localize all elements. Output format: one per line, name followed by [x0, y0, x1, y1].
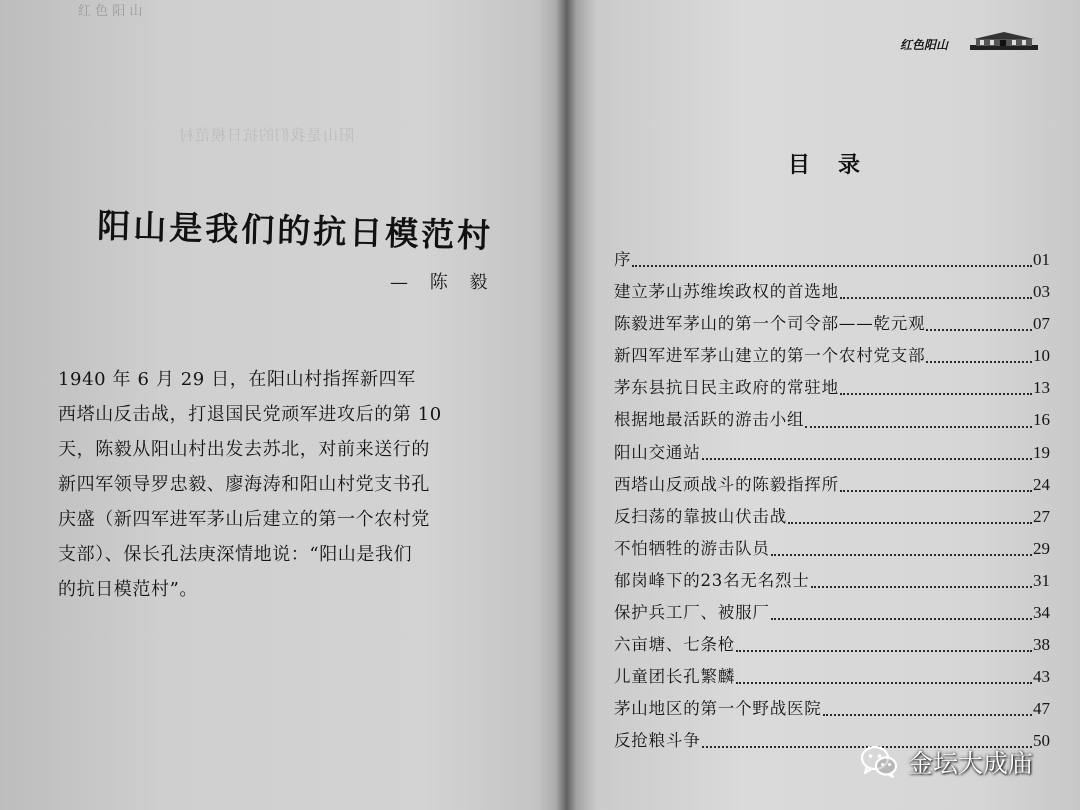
- building-illustration-icon: [970, 30, 1038, 50]
- toc-entry-page: 19: [1033, 442, 1050, 462]
- toc-entry: [614, 310, 1050, 342]
- toc-entry-label: 保护兵工厂、被服厂: [614, 603, 770, 623]
- toc-entry-label: 茅山地区的第一个野战医院: [614, 699, 822, 719]
- toc-title: 目录: [788, 152, 889, 178]
- bleed-through-text: 阳山是我们的抗日模范村: [178, 126, 355, 144]
- body-line: 的抗日模范村”。: [58, 579, 199, 600]
- toc-leader-dots: [823, 714, 1032, 716]
- toc-entry: [614, 246, 1050, 278]
- toc-entry-label: 反扫荡的靠披山伏击战: [614, 506, 787, 526]
- toc-leader-dots: [771, 554, 1032, 556]
- toc-leader-dots: [811, 586, 1032, 588]
- toc-entry: [614, 471, 1050, 503]
- toc-entry-label: 不怕牺牲的游击队员: [614, 538, 770, 558]
- toc-entry-page: 27: [1033, 506, 1050, 526]
- body-line: 新四军领导罗忠毅、廖海涛和阳山村党支书孔: [58, 474, 430, 495]
- toc-entry-page: 29: [1033, 538, 1050, 558]
- left-running-head: 红 色 阳 山: [78, 4, 143, 19]
- toc-leader-dots: [632, 265, 1032, 267]
- toc-entry-page: 31: [1033, 570, 1050, 590]
- toc-entry-label: 根据地最活跃的游击小组: [614, 410, 805, 430]
- toc-entry-page: 13: [1033, 378, 1050, 398]
- article-author: — 陈 毅: [390, 272, 496, 293]
- body-line: 天，陈毅从阳山村出发去苏北，对前来送行的: [58, 439, 430, 460]
- toc-entry-page: 10: [1033, 346, 1050, 366]
- toc-entry: [614, 695, 1050, 727]
- table-of-contents: [614, 246, 1050, 760]
- toc-entry: [614, 599, 1050, 631]
- toc-entry: [614, 631, 1050, 663]
- article-title: 阳山是我们的抗日模范村: [96, 205, 494, 256]
- toc-leader-dots: [926, 329, 1032, 331]
- toc-entry-label: 陈毅进军茅山的第一个司令部——乾元观: [614, 314, 926, 334]
- toc-entry: [614, 535, 1050, 567]
- toc-entry-label: 儿童团长孔繁麟: [614, 667, 736, 687]
- toc-entry: [614, 503, 1050, 535]
- toc-entry-page: 47: [1033, 699, 1050, 719]
- toc-entry: [614, 342, 1050, 374]
- toc-entry-page: 50: [1033, 731, 1050, 751]
- toc-entry-page: 07: [1033, 314, 1050, 334]
- toc-entry: [614, 406, 1050, 438]
- toc-entry: [614, 663, 1050, 695]
- toc-entry-label: 六亩塘、七条枪: [614, 635, 736, 655]
- toc-entry-label: 反抢粮斗争: [614, 731, 701, 751]
- toc-entry: [614, 374, 1050, 406]
- toc-leader-dots: [771, 618, 1032, 620]
- wechat-icon: [860, 745, 898, 779]
- body-line: 庆盛（新四军进军茅山后建立的第一个农村党: [58, 509, 430, 530]
- toc-leader-dots: [805, 426, 1032, 428]
- toc-entry-page: 01: [1033, 250, 1050, 269]
- toc-entry-page: 34: [1033, 603, 1050, 623]
- toc-entry-label: 西塔山反顽战斗的陈毅指挥所: [614, 474, 839, 494]
- right-running-head: 红色阳山: [900, 38, 949, 52]
- toc-entry: [614, 439, 1050, 471]
- toc-entry-page: 43: [1033, 667, 1050, 687]
- toc-leader-dots: [840, 490, 1032, 492]
- body-line: 西塔山反击战，打退国民党顽军进攻后的第 10: [58, 404, 442, 425]
- toc-entry: [614, 567, 1050, 599]
- body-line: 支部）、保长孔法庚深情地说：“阳山是我们: [58, 544, 413, 565]
- toc-entry-label: 序: [614, 250, 632, 269]
- toc-leader-dots: [736, 682, 1032, 684]
- toc-entry-page: 03: [1033, 282, 1050, 302]
- toc-leader-dots: [840, 393, 1032, 395]
- toc-leader-dots: [926, 361, 1032, 363]
- body-line: 1940 年 6 月 29 日，在阳山村指挥新四军: [58, 369, 416, 390]
- toc-entry-label: 阳山交通站: [614, 442, 701, 462]
- toc-leader-dots: [788, 522, 1032, 524]
- toc-leader-dots: [736, 650, 1032, 652]
- toc-entry-label: 郁岗峰下的23名无名烈士: [614, 570, 810, 590]
- wechat-watermark: [860, 740, 1033, 784]
- book-gutter: [556, 0, 576, 810]
- watermark-text: 金坛大成庙: [908, 749, 1034, 778]
- toc-entry-label: 茅东县抗日民主政府的常驻地: [614, 378, 839, 398]
- toc-entry-page: 16: [1033, 410, 1050, 430]
- toc-entry-page: 38: [1033, 635, 1050, 655]
- toc-leader-dots: [840, 297, 1032, 299]
- toc-entry-label: 建立茅山苏维埃政权的首选地: [614, 282, 839, 302]
- toc-entry-label: 新四军进军茅山建立的第一个农村党支部: [614, 346, 926, 366]
- toc-leader-dots: [702, 458, 1033, 460]
- toc-entry: [614, 278, 1050, 310]
- toc-entry-page: 24: [1033, 474, 1050, 494]
- article-body: [58, 362, 528, 607]
